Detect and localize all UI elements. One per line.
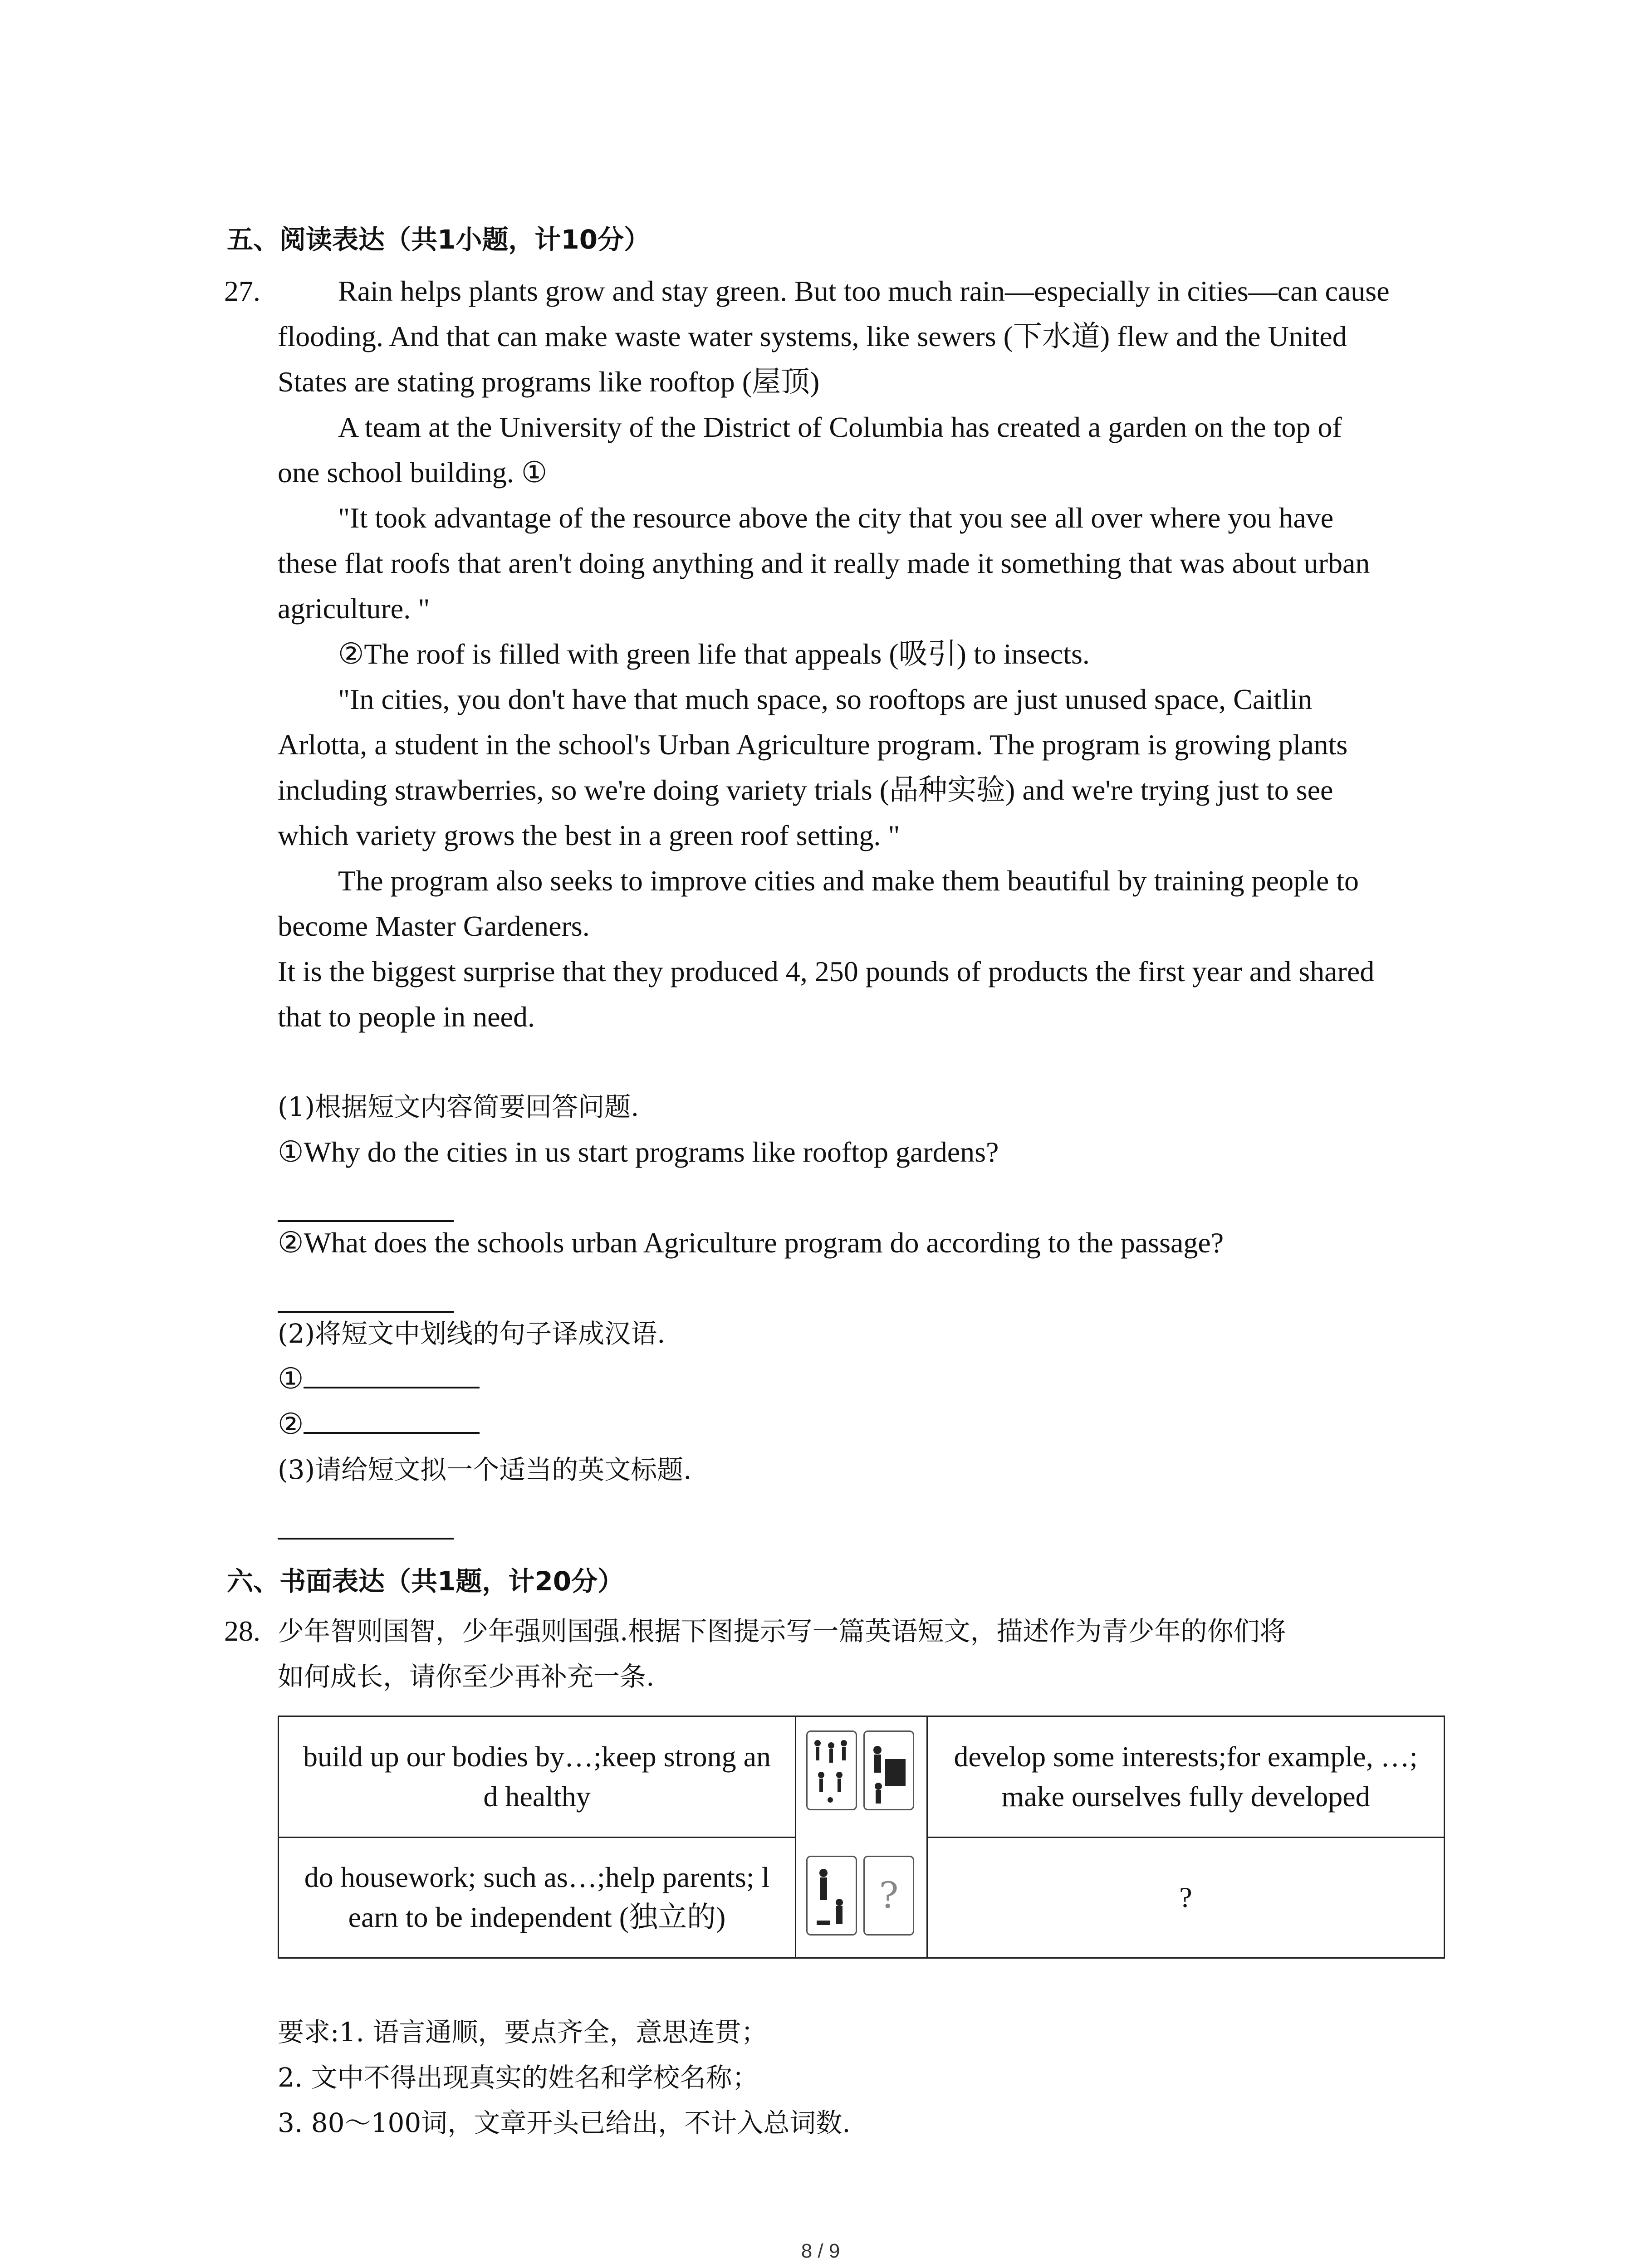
hint-cell-exercise: build up our bodies by…;keep strong an d healthy [279,1716,796,1838]
hint-cell-interests: develop some interests;for example, …; make ourselves fully developed [927,1716,1445,1838]
passage-line: flooding. And that can make waste water systems, like sewers (下水道) flew and the United [278,320,1347,352]
question-28-number: 28. [224,1615,260,1647]
sports-people-icon [806,1730,857,1810]
answer-blank-2b[interactable] [304,1405,480,1434]
requirement-line: 2. 文中不得出现真实的姓名和学校名称； [278,2062,759,2093]
passage-line: "In cities, you don't have that much space, so rooftops are just unused space, Caitlin [338,683,1313,715]
passage-line: Rain helps plants grow and stay green. But too much rain—especially in cities—can cause [338,275,1390,307]
requirement-line: 要求:1. 语言通顺，要点齐全，意思连贯； [278,2017,768,2048]
subquestion-2b [278,1402,480,1447]
passage-line: including strawberries, so we're doing variety trials (品种实验) and we're trying just to see [278,774,1333,806]
answer-blank-2a[interactable] [304,1359,480,1388]
svg-text:?: ? [879,1874,899,1916]
page-number: 8 / 9 [801,2240,840,2262]
section-five-title: 五、阅读表达（共1小题，计10分） [227,224,651,255]
writing-hint-table [278,1716,1445,1959]
writing-prompt-line: 少年智则国智，少年强则国强.根据下图提示写一篇英语短文，描述作为青少年的你们将 [278,1616,1286,1647]
passage-line: one school building. ① [278,456,548,489]
requirement-line: 3. 80～100词，文章开头已给出，不计入总词数. [278,2107,851,2138]
passage-line: "It took advantage of the resource above the city that you see all over where you have [338,502,1334,534]
passage-line: The program also seeks to improve cities and make them beautiful by training people to [338,865,1359,897]
subquestion-2a [278,1356,480,1402]
passage-line: ②The roof is filled with green life that appeals (吸引) to insects. [338,638,1090,670]
passage-line: these flat roofs that aren't doing anything and it really made it something that was about urban [278,547,1370,579]
passage-line: States are stating programs like rooftop (屋顶) [278,366,820,398]
hint-picture-cell [796,1716,927,1958]
question-mark-icon [863,1856,914,1936]
section-six-title: 六、书面表达（共1题，计20分） [227,1566,624,1597]
passage-line: A team at the University of the District of Columbia has created a garden on the top of [338,411,1342,443]
passage-line: agriculture. " [278,592,430,625]
passage-line: that to people in need. [278,1001,535,1033]
passage-line: It is the biggest surprise that they produced 4, 250 pounds of products the first year and shared [278,955,1375,987]
subquestion-1a: ①Why do the cities in us start programs like rooftop gardens? [278,1136,999,1168]
subquestion-1-heading: (1)根据短文内容简要回答问题. [278,1091,639,1122]
subquestion-2-heading: (2)将短文中划线的句子译成汉语. [278,1318,666,1349]
circle-one-marker: ① [278,1363,304,1395]
writing-prompt-line: 如何成长，请你至少再补充一条. [278,1661,655,1692]
passage-line: become Master Gardeners. [278,910,590,942]
housework-icon [806,1856,857,1936]
music-family-icon [863,1730,914,1810]
answer-blank-3[interactable] [278,1538,454,1540]
subquestion-1b: ②What does the schools urban Agriculture program do according to the passage? [278,1227,1224,1259]
passage-line: Arlotta, a student in the school's Urban Agriculture program. The program is growing plants [278,728,1348,761]
hint-cell-housework: do housework; such as…;help parents; l earn to be independent (独立的) [279,1837,796,1958]
circle-two-marker: ② [278,1408,304,1440]
passage-line: which variety grows the best in a green roof setting. " [278,819,900,851]
hint-cell-unknown: ? [927,1837,1445,1958]
question-27-number: 27. [224,275,260,307]
subquestion-3-heading: (3)请给短文拟一个适当的英文标题. [278,1454,692,1485]
